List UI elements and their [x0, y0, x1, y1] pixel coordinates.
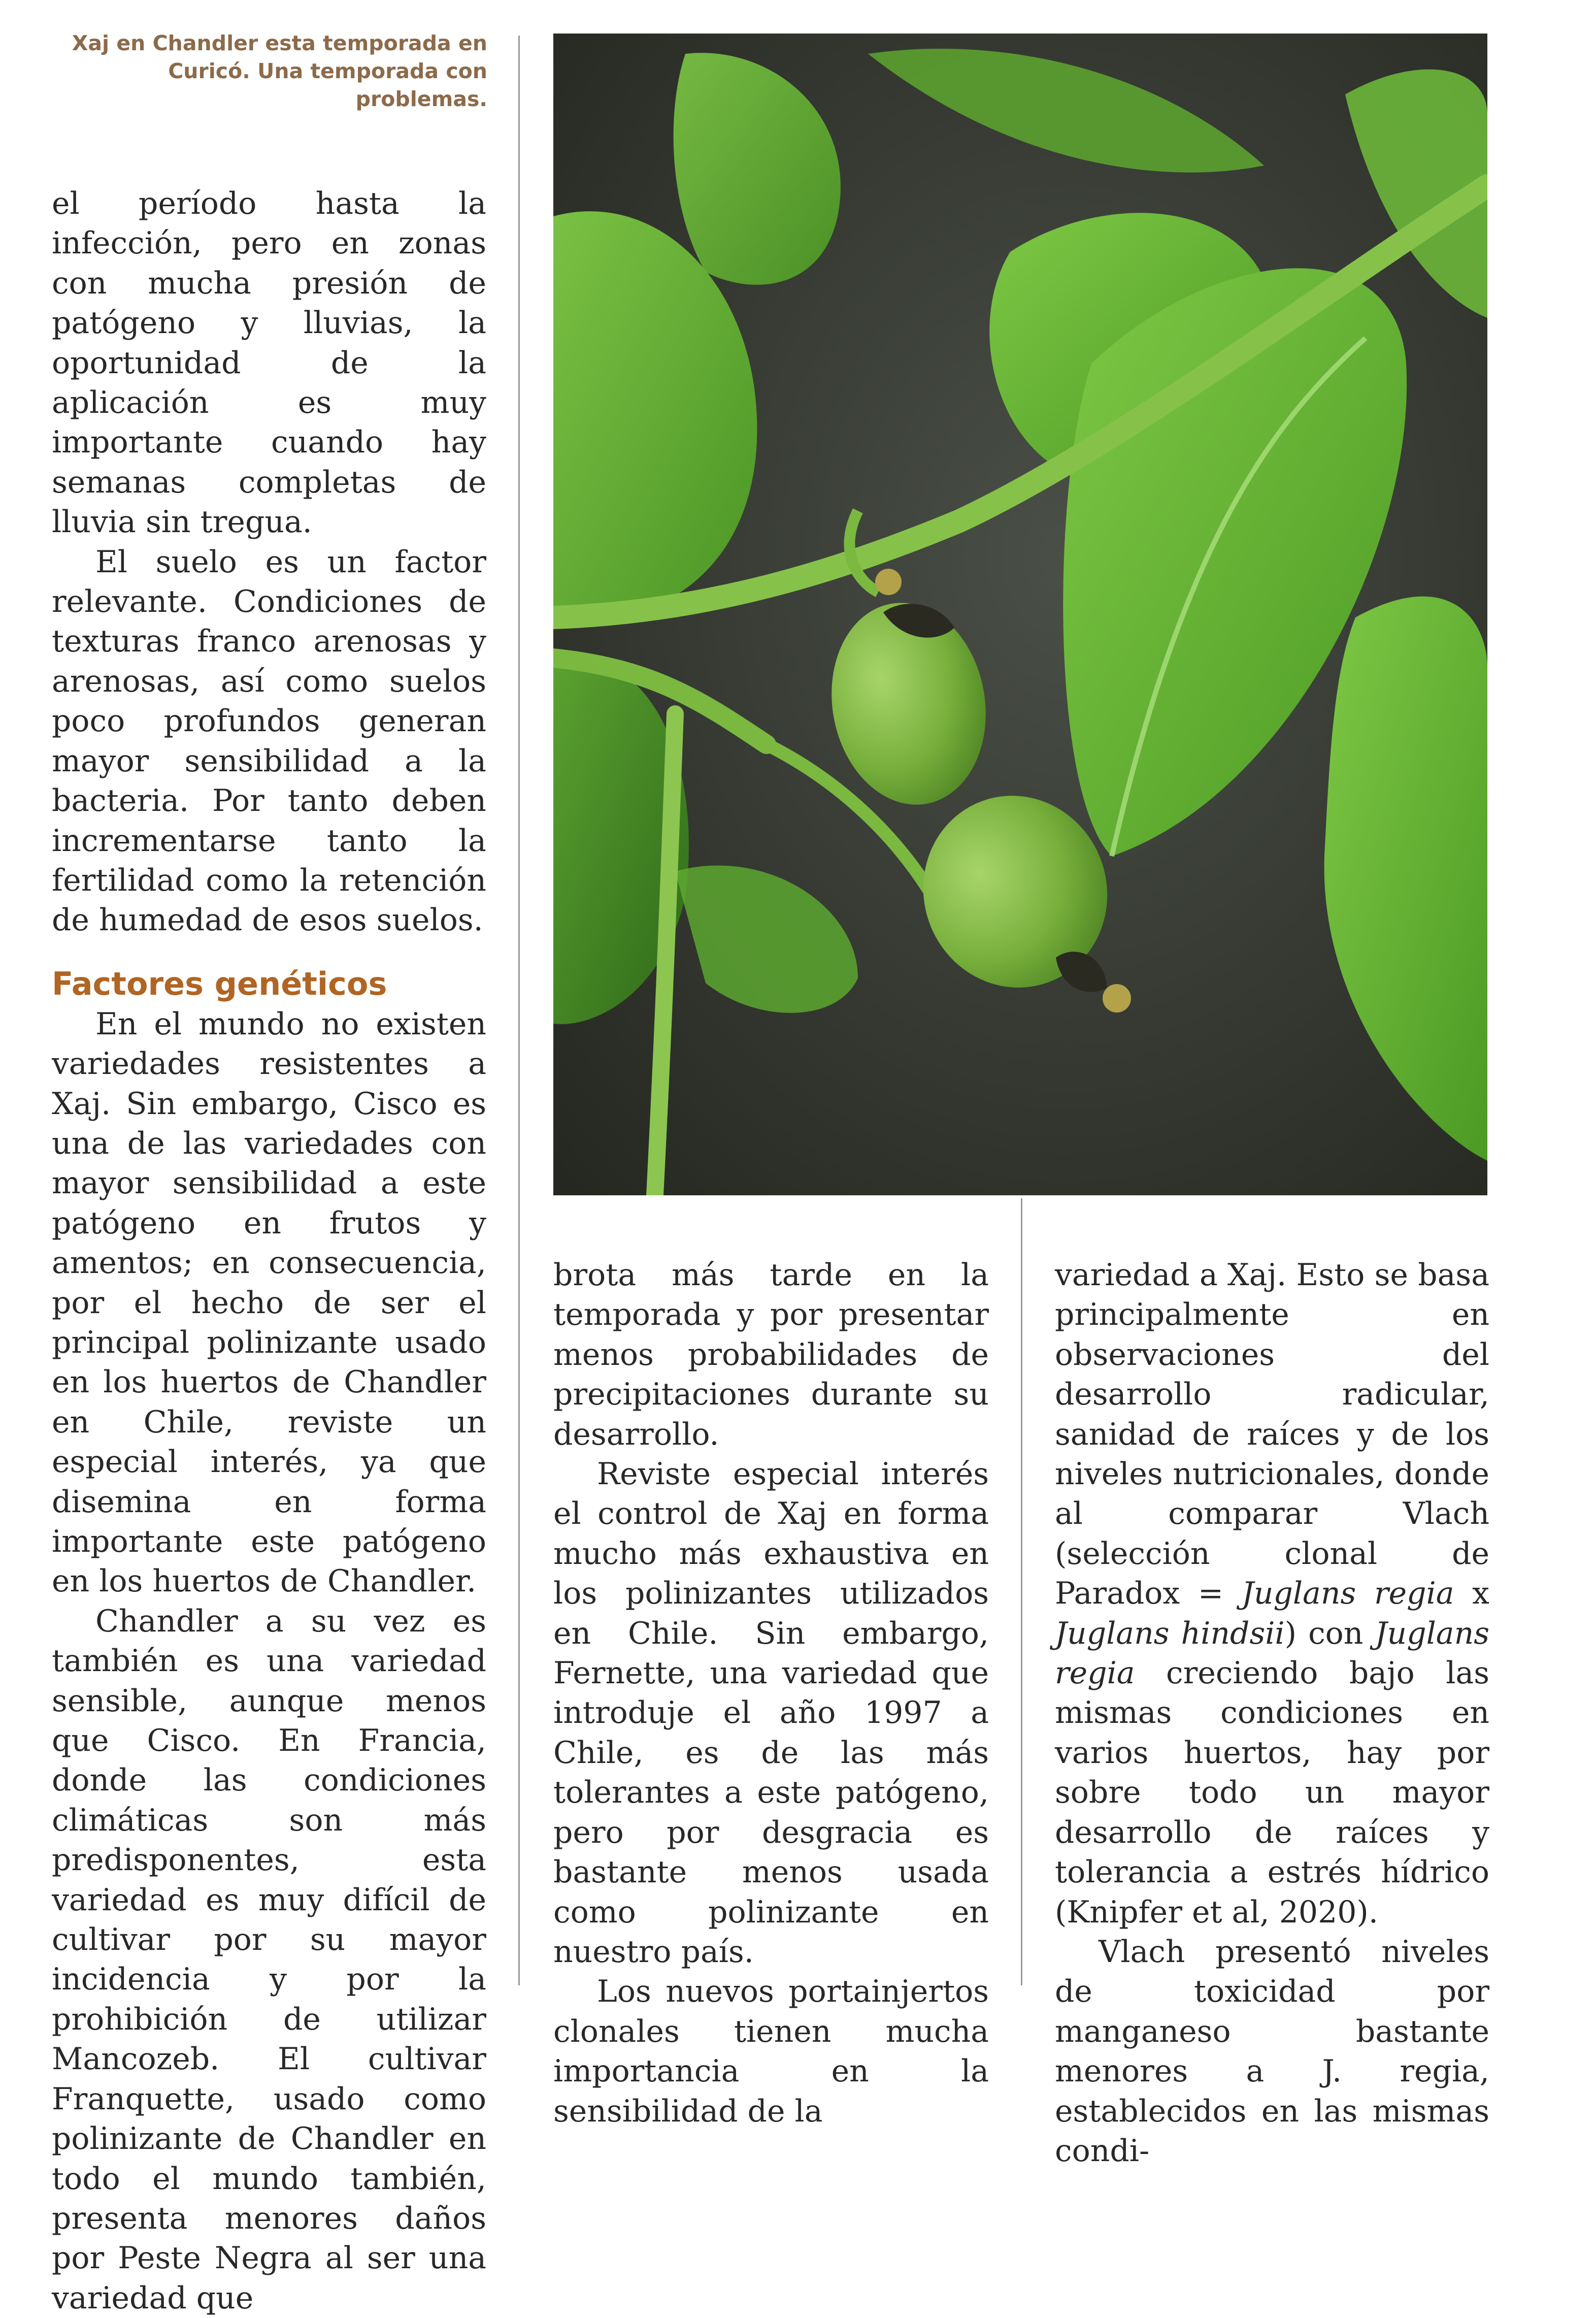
text-run: ) con — [1284, 1615, 1375, 1651]
column-divider — [1021, 1198, 1022, 1985]
walnut-branch-illustration — [553, 34, 1487, 1195]
column-divider — [518, 36, 520, 1985]
left-column — [52, 184, 486, 2318]
text-run: creciendo bajo las mismas condiciones en varios huertos, hay por sobre todo un mayor desarrollo de raíces y tolerancia a estrés hídrico (Knipfer et al, 2020). — [1055, 1655, 1489, 1930]
paragraph: El suelo es un factor relevante. Condiciones de texturas franco arenosas y arenosas, así como suelos poco profundos generan mayor sensibilidad a la bacteria. Por tanto deben incrementarse tanto la fertilidad como la retención de humedad de esos suelos. — [52, 544, 486, 938]
species-name: Juglans regia — [1055, 1615, 1489, 1691]
species-name: Juglans regia — [1241, 1576, 1454, 1612]
paragraph: brota más tarde en la temporada y por presentar menos probabilidades de precipitaciones durante su desarrollo. — [553, 1257, 989, 1452]
paragraph: En el mundo no existen variedades resistentes a Xaj. Sin embargo, Cisco es una de las variedades con mayor sensibilidad a este patógeno en frutos y amentos; en consecuencia, por el hecho de ser el principal polinizante usado en los huertos de Chandler en Chile, reviste un especial interés, ya que disemina en forma importante este patógeno en los huertos de Chandler. — [52, 1006, 486, 1599]
paragraph: Reviste especial interés el control de Xaj en forma mucho más exhaustiva en los polinizantes utilizados en Chile. Sin embargo, Fernette, una variedad que introduje el año 1997 a Chile, es de las más tolerantes a este patógeno, pero por desgracia es bastante menos usada como polinizante en nuestro país. — [553, 1456, 989, 1970]
photo-caption: Xaj en Chandler esta temporada en Curicó. Una temporada con problemas. — [72, 31, 487, 111]
paragraph: Vlach presentó niveles de toxicidad por manganeso bastante menores a J. regia, establecidos en las mismas condi- — [1055, 1934, 1489, 2169]
walnut-photo — [553, 34, 1487, 1195]
paragraph: Los nuevos portainjertos clonales tienen mucha importancia en la sensibilidad de la — [553, 1974, 989, 2129]
section-heading: Factores genéticos — [52, 965, 387, 1002]
right-column — [1055, 1255, 1489, 2171]
paragraph — [1055, 1255, 1489, 1932]
paragraph: el período hasta la infección, pero en zonas con mucha presión de patógeno y lluvias, la oportunidad de la aplicación es muy importante cuando hay semanas completas de lluvia sin tregua. — [52, 186, 486, 540]
text-run: x — [1454, 1576, 1489, 1612]
text-run: variedad a Xaj. Esto se basa principalmente en observaciones del desarrollo radicular, sanidad de raíces y de los niveles nutricionales, donde al comparar Vlach (selección clonal de Paradox = — [1055, 1257, 1489, 1612]
paragraph: Chandler a su vez es también es una variedad sensible, aunque menos que Cisco. En Francia, donde las condiciones climáticas son más predisponentes, esta variedad es muy difícil de cultivar por su mayor incidencia y por la prohibición de utilizar Mancozeb. El cultivar Franquette, usado como polinizante de Chandler en todo el mundo también, presenta menores daños por Peste Negra al ser una variedad que — [52, 1603, 486, 2316]
middle-column — [553, 1255, 989, 2131]
species-name: Juglans hindsii — [1055, 1615, 1285, 1651]
